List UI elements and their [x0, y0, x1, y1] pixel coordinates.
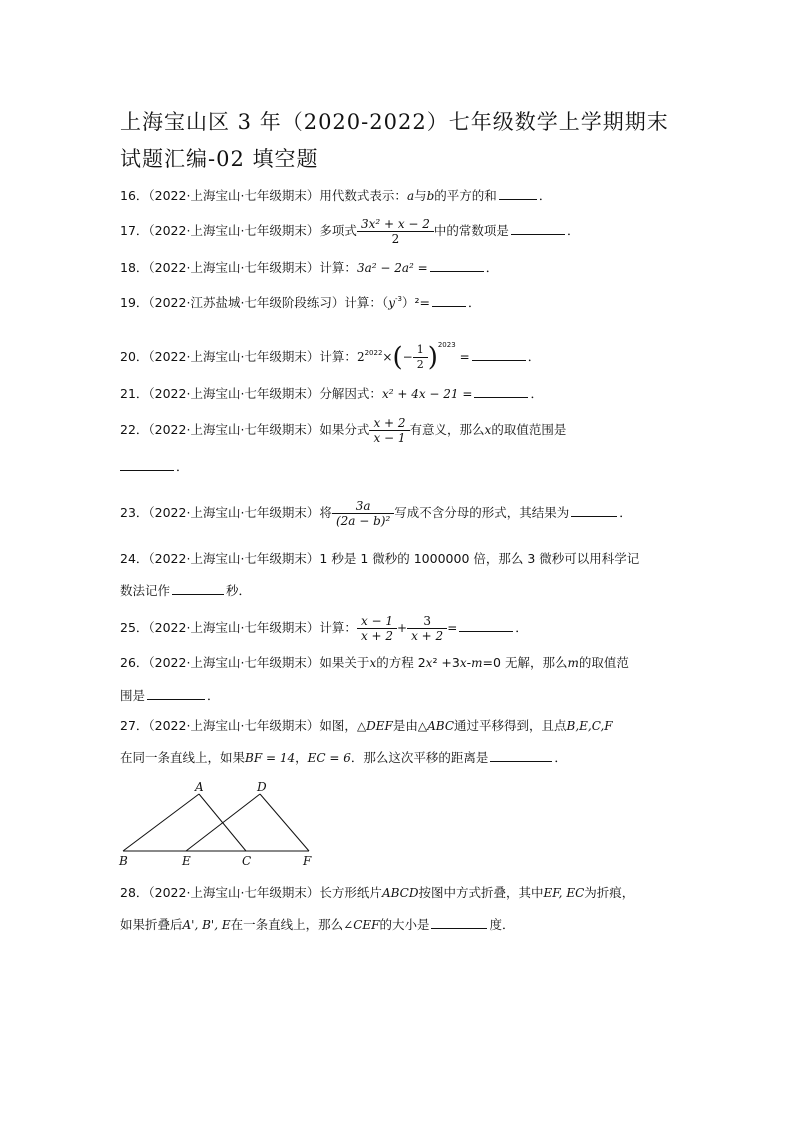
fraction: $\frac{1}{2}$ — [415, 343, 426, 372]
answer-blank[interactable] — [147, 687, 205, 700]
question-19: 19．（2022·江苏盐城·七年级阶段练习）计算：$(y^{-3})^2=$ ． — [120, 295, 481, 310]
fraction: $\frac{3a}{\text{(2a − b)²}}$ — [334, 499, 392, 528]
answer-blank[interactable] — [511, 222, 565, 235]
answer-blank[interactable] — [120, 458, 174, 471]
label-b: B — [119, 854, 128, 868]
label-f: F — [303, 854, 312, 868]
answer-blank[interactable] — [490, 749, 552, 762]
question-23: 23．（2022·上海宝山·七年级期末）将 $\frac{3a}{\text{(2a − b)²}}$ 写成不含分母的形式，其结果为 ． — [120, 499, 632, 528]
segment-ba — [123, 794, 199, 851]
label-e: E — [182, 854, 191, 868]
title-line-2: 试题汇编-02 填空题 — [120, 147, 319, 171]
answer-blank[interactable] — [571, 504, 617, 517]
question-28: 28．（2022·上海宝山·七年级期末）长方形纸片ABCD按图中方式折叠，其中EF, EC为折痕， — [120, 885, 635, 900]
question-28-cont: 如果折叠后A', B', E在一条直线上，那么∠CEF的大小是 度． — [120, 917, 515, 932]
document-title — [120, 104, 700, 178]
question-27: 27．（2022·上海宝山·七年级期末）如图，△DEF是由△ABC通过平移得到，且点B,E,C,F — [120, 718, 613, 733]
translation-figure — [115, 778, 325, 870]
answer-blank[interactable] — [172, 582, 224, 595]
question-22-cont: ． — [120, 452, 680, 482]
question-21: 21．（2022·上海宝山·七年级期末）分解因式：x² + 4x − 21 = ． — [120, 386, 543, 401]
fraction: $\frac{\text{3x² + x − 2}}{2}$ — [359, 217, 432, 246]
label-a: A — [195, 780, 204, 794]
answer-blank[interactable] — [432, 294, 466, 307]
answer-blank[interactable] — [472, 348, 526, 361]
question-27-cont: 在同一条直线上，如果BF = 14，EC = 6．那么这次平移的距离是 ． — [120, 750, 567, 765]
question-20: 20．（2022·上海宝山·七年级期末）计算：$2^{2022}\times(-$ $\frac{1}{2}$ )$^{2023}$ = ． — [120, 341, 541, 373]
question-26: 26．（2022·上海宝山·七年级期末）如果关于x的方程 2x² +3x-m=0 无解，那么m的取值范 — [120, 655, 629, 670]
answer-blank[interactable] — [431, 916, 487, 929]
question-26-cont: 围是 ． — [120, 688, 220, 703]
title-line-1: 上海宝山区 3 年（2020-2022）七年级数学上学期期末 — [120, 110, 669, 134]
label-d: D — [257, 780, 267, 794]
question-22: 22．（2022·上海宝山·七年级期末）如果分式 $\frac{x + 2}{x - 1}$ 有意义，那么x的取值范围是 — [120, 416, 567, 445]
segment-ed — [186, 794, 260, 851]
fraction: $\frac{x - 1}{x + 2}$ — [359, 614, 395, 643]
answer-blank[interactable] — [474, 385, 528, 398]
segment-df — [260, 794, 309, 851]
question-25: 25．（2022·上海宝山·七年级期末）计算： $\frac{x - 1}{x + 2}$ + $\frac{3}{x + 2}$ = ． — [120, 614, 528, 643]
fraction: $\frac{3}{x + 2}$ — [409, 614, 445, 643]
question-24-cont: 数法记作 秒． — [120, 583, 252, 598]
question-18: 18．（2022·上海宝山·七年级期末）计算：3a² − 2a² = ． — [120, 260, 499, 275]
question-24: 24．（2022·上海宝山·七年级期末）1 秒是 1 微秒的 1000000 倍，那么 3 微秒可以用科学记 — [120, 551, 640, 566]
fraction: $\frac{x + 2}{x - 1}$ — [371, 416, 407, 445]
answer-blank[interactable] — [459, 619, 513, 632]
answer-blank[interactable] — [430, 259, 484, 272]
question-16: 16．（2022·上海宝山·七年级期末）用代数式表示：a与b的平方的和 ． — [120, 188, 552, 203]
question-17: 17．（2022·上海宝山·七年级期末）多项式 $\frac{\text{3x² + x − 2}}{2}$ 中的常数项是 ． — [120, 217, 580, 246]
label-c: C — [242, 854, 252, 868]
answer-blank[interactable] — [499, 187, 537, 200]
